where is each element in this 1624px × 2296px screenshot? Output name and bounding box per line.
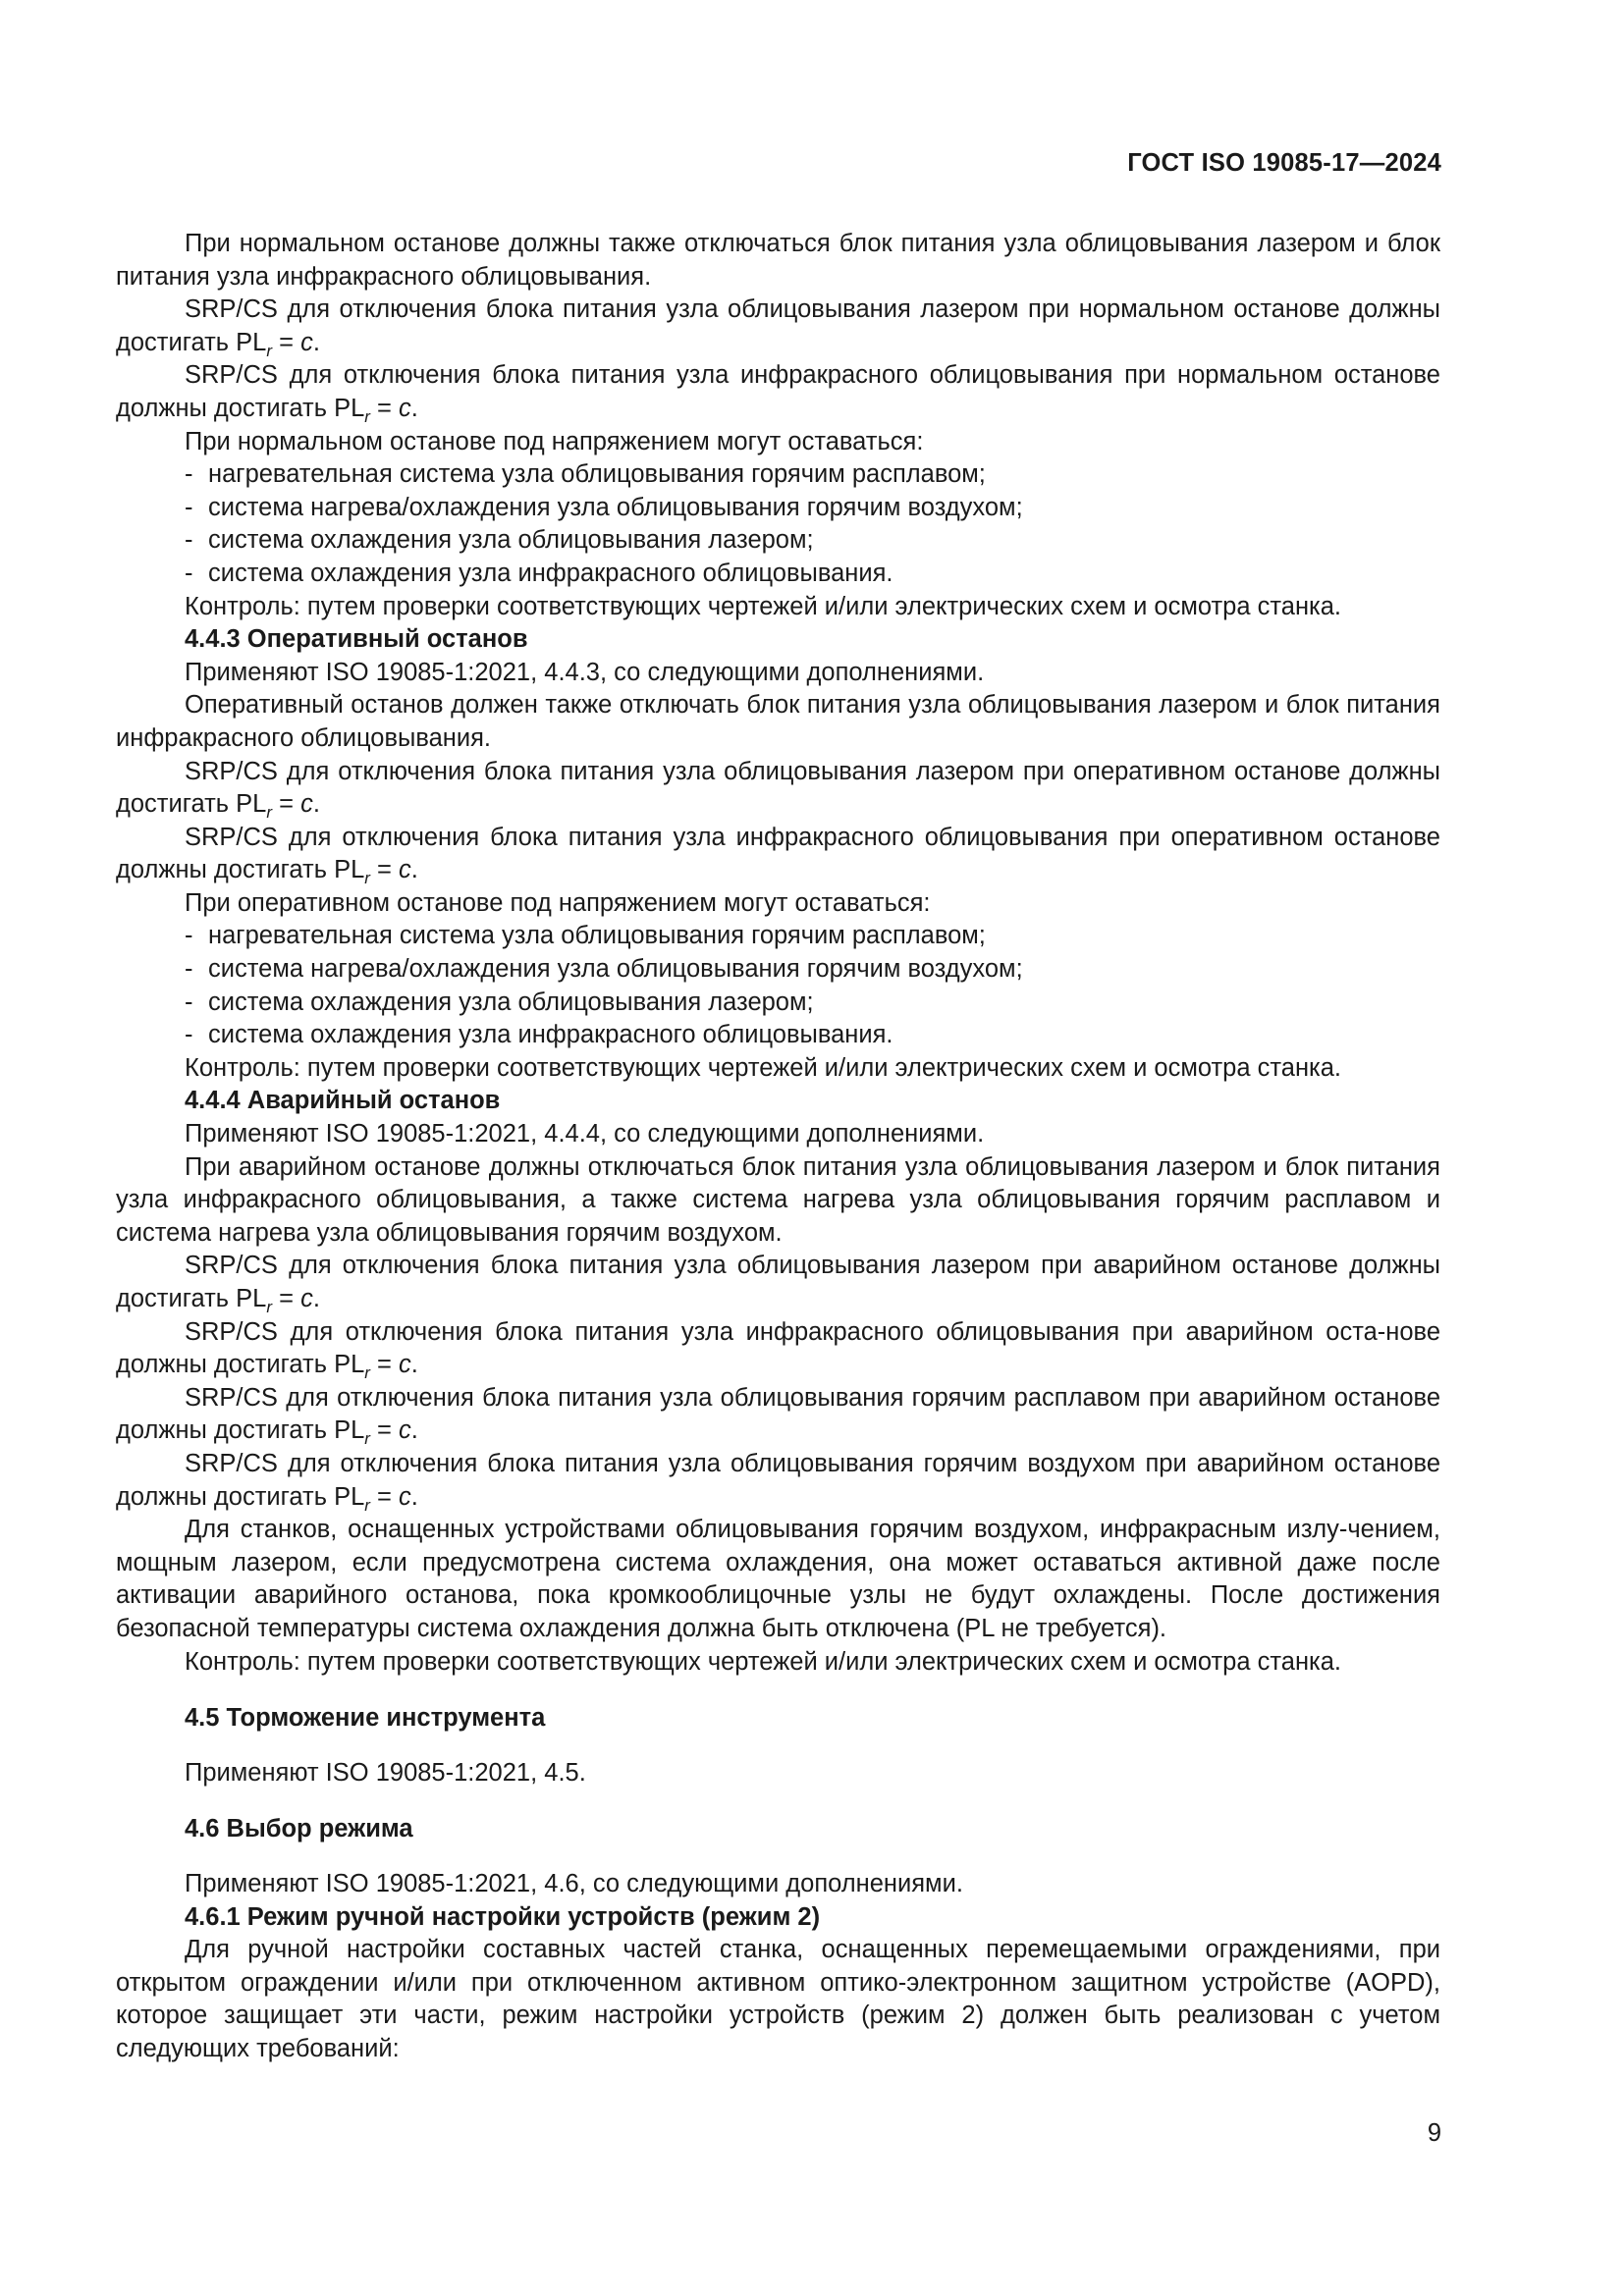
paragraph: При аварийном останове должны отключаться блок питания узла облицовывания лазером и блок питания узла инфракрасного облицовывания, а также система нагрева узла облицовывания горячим расплавом и система нагрева узла облицовывания горячим воздухом.	[116, 1152, 1440, 1247]
document-header: ГОСТ ISO 19085-17—2024	[1127, 149, 1441, 177]
paragraph: При нормальном останове должны также отключаться блок питания узла облицовывания лазером и блок питания узла инфракрасного облицовывания.	[116, 230, 1440, 291]
list-item: - система охлаждения узла инфракрасного облицовывания.	[185, 559, 893, 587]
section-heading-4-6-1: 4.6.1 Режим ручной настройки устройств (режим 2)	[185, 1902, 821, 1931]
paragraph: SRP/CS для отключения блока питания узла инфракрасного облицовывания при аварийном оста-нове должны достигать $PL_r = c$.	[116, 1317, 1440, 1383]
paragraph: Применяют ISO 19085-1:2021, 4.4.4, со следующими дополнениями.	[185, 1120, 985, 1148]
list-item: - система нагрева/охлаждения узла облицовывания горячим воздухом;	[185, 493, 1023, 521]
paragraph: Применяют ISO 19085-1:2021, 4.4.3, со следующими дополнениями.	[185, 658, 985, 686]
paragraph: Для станков, оснащенных устройствами облицовывания горячим воздухом, инфракрасным излу-чением, мощным лазером, если предусмотрена система охлаждения, она может оставаться активной даже после активации аварийного останова, пока кромкооблицочные узлы не будут охлаждены. После достижения безопасной температуры система охлаждения должна быть отключена (PL не требуется).	[116, 1516, 1440, 1642]
section-heading-4-6: 4.6 Выбор режима	[185, 1815, 413, 1843]
paragraph: SRP/CS для отключения блока питания узла облицовывания лазером при нормальном останове должны достигать $PL_r = c$.	[116, 295, 1440, 360]
list-item: - система нагрева/охлаждения узла облицовывания горячим воздухом;	[185, 955, 1023, 984]
page-number: 9	[1427, 2119, 1441, 2147]
list-item: - система охлаждения узла инфракрасного облицовывания.	[185, 1021, 893, 1049]
paragraph: Применяют ISO 19085-1:2021, 4.5.	[185, 1758, 586, 1787]
list-item: - нагревательная система узла облицовывания горячим расплавом;	[185, 922, 986, 950]
paragraph: SRP/CS для отключения блока питания узла облицовывания лазером при оперативном останове должны достигать $PL_r = c$.	[116, 757, 1440, 823]
list-item: - система охлаждения узла облицовывания лазером;	[185, 988, 814, 1016]
section-heading-4-4-4: 4.4.4 Аварийный останов	[185, 1087, 501, 1115]
section-heading-4-5: 4.5 Торможение инструмента	[185, 1704, 546, 1733]
paragraph: SRP/CS для отключения блока питания узла облицовывания горячим воздухом при аварийном останове должны достигать $PL_r = c$.	[116, 1449, 1440, 1515]
list-item: - нагревательная система узла облицовывания горячим расплавом;	[185, 460, 986, 489]
paragraph: SRP/CS для отключения блока питания узла облицовывания лазером при аварийном останове должны достигать $PL_r = c$.	[116, 1252, 1440, 1316]
paragraph: SRP/CS для отключения блока питания узла облицовывания горячим расплавом при аварийном останове должны достигать $PL_r = c$.	[116, 1383, 1440, 1449]
paragraph: Контроль: путем проверки соответствующих чертежей и/или электрических схем и осмотра станка.	[185, 592, 1342, 620]
section-heading-4-4-3: 4.4.3 Оперативный останов	[185, 625, 528, 654]
paragraph: При нормальном останове под напряжением могут оставаться:	[185, 427, 924, 455]
paragraph: Оперативный останов должен также отключать блок питания узла облицовывания лазером и блок питания инфракрасного облицовывания.	[116, 691, 1440, 752]
paragraph: Для ручной настройки составных частей станка, оснащенных перемещаемыми ограждениями, при открытом ограждении и/или при отключенном активном оптико-электронном защитном устройстве (AOPD), которое защищает эти части, режим настройки устройств (режим 2) должен быть реализован с учетом следующих требований:	[116, 1936, 1440, 2062]
paragraph: Контроль: путем проверки соответствующих чертежей и/или электрических схем и осмотра станка.	[185, 1053, 1342, 1082]
paragraph: При оперативном останове под напряжением могут оставаться:	[185, 888, 931, 917]
paragraph: Контроль: путем проверки соответствующих чертежей и/или электрических схем и осмотра станка.	[185, 1647, 1342, 1676]
document-body	[116, 228, 1440, 2065]
paragraph: SRP/CS для отключения блока питания узла инфракрасного облицовывания при нормальном останове должны достигать $PL_r = c$.	[116, 361, 1440, 426]
list-item: - система охлаждения узла облицовывания лазером;	[185, 526, 814, 555]
paragraph: Применяют ISO 19085-1:2021, 4.6, со следующими дополнениями.	[185, 1869, 963, 1897]
paragraph: SRP/CS для отключения блока питания узла инфракрасного облицовывания при оперативном останове должны достигать $PL_r = c$.	[116, 823, 1440, 888]
